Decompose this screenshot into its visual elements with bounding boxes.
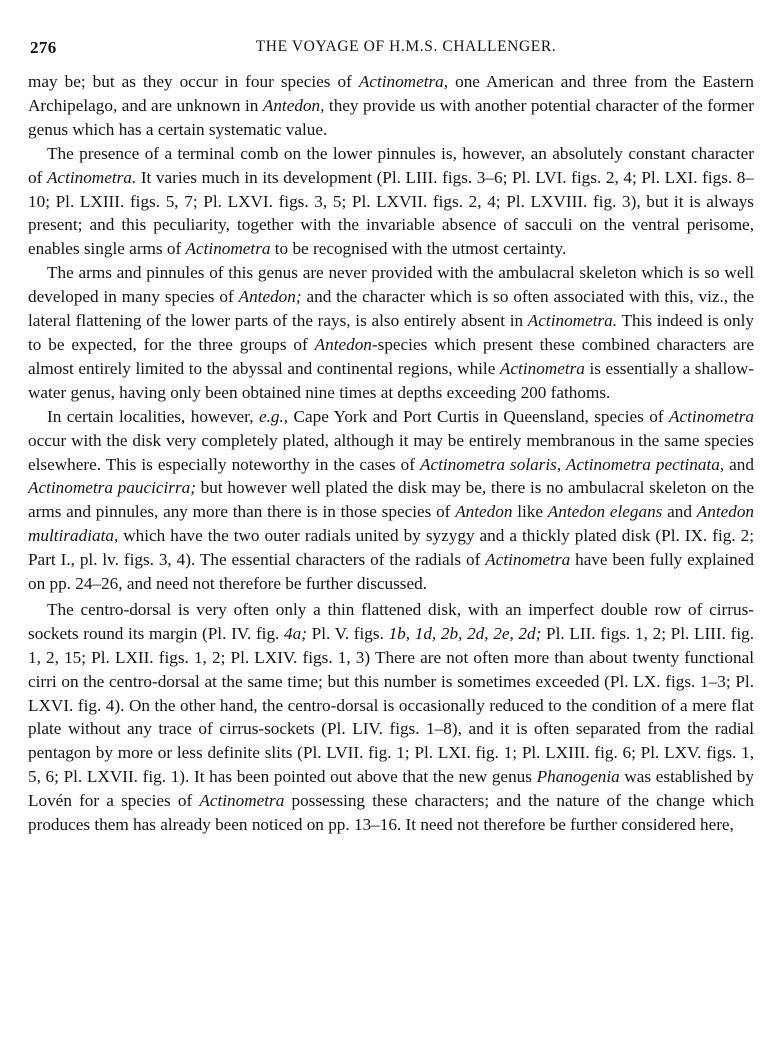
- text-run: Pl. V. figs.: [306, 623, 389, 643]
- running-title: THE VOYAGE OF H.M.S. CHALLENGER.: [255, 38, 557, 55]
- italic-text-run: Antedon,: [262, 95, 325, 115]
- italic-text-run: Actinometra: [485, 550, 571, 570]
- text-run: The arms and pinnules of this genus are never provided with the ambulacral skeleton which is so well developed in many species of: [28, 263, 754, 307]
- italic-text-run: Antedon multiradiata,: [28, 502, 755, 546]
- text-run: was established by Lovén for a species of: [28, 767, 754, 811]
- italic-text-run: Antedon: [455, 502, 513, 522]
- body-text: [28, 70, 754, 837]
- italic-text-run: Antedon: [314, 334, 372, 354]
- italic-text-run: 4a;: [284, 623, 307, 643]
- text-run: they provide us with another potential character of the former genus which has a certain systematic value.: [28, 95, 754, 139]
- text-run: This indeed is only to be expected, for the three groups of: [28, 311, 754, 354]
- text-run: have been fully explained on pp. 24–26, and need not therefore be further discussed.: [28, 550, 754, 594]
- text-run: and: [662, 502, 697, 522]
- page-number: 276: [30, 38, 57, 57]
- italic-text-run: Actinometra solaris, Actinometra pectinata,: [420, 454, 725, 474]
- paragraph-4: [28, 405, 754, 596]
- text-run: possessing these characters; and the nature of the change which produces them has already been noticed on pp. 13–16. It need not therefore be further considered here,: [28, 791, 754, 835]
- italic-text-run: 1b, 1d, 2b, 2d, 2e, 2d;: [388, 623, 542, 643]
- italic-text-run: Actinometra: [499, 358, 585, 378]
- text-run: is essentially a shallow-water genus, having only been obtained nine times at depths exceeding 200 fathoms.: [28, 358, 754, 402]
- italic-text-run: Actinometra: [199, 791, 285, 811]
- text-run: Cape York and Port Curtis in Queensland, species of: [288, 406, 670, 426]
- text-run: and the character which is so often associated with this, viz., the lateral flattening of the lower parts of the rays, is also entirely absent in: [28, 287, 754, 331]
- text-run: like: [512, 502, 548, 522]
- paragraph-1: [28, 70, 754, 142]
- text-run: It varies much in its development (Pl. LIII. figs. 3–6; Pl. LVI. figs. 2, 4; Pl. LXI. figs. 8–10; Pl. LXIII. figs. 5, 7; Pl. LXVI. figs. 3, 5; Pl. LXVII. figs. 2, 4; Pl. LXVIII. fig. 3), but it is always present; and this peculiarity, together with the invariable absence of sacculi on the ventral perisome, enables single arms of: [28, 167, 754, 259]
- text-run: In certain localities, however,: [47, 406, 259, 426]
- text-run: Pl. LII. figs. 1, 2; Pl. LIII. fig. 1, 2, 15; Pl. LXII. figs. 1, 2; Pl. LXIV. figs. 1, 3) There are not often more than about twenty functional cirri on the centro-dorsal at the same time; but this number is sometimes exceeded (Pl. LX. figs. 1–3; Pl. LXVI. fig. 4). On the other hand, the centro-dorsal is occasionally reduced to the condition of a mere flat plate without any trace of cirrus-sockets (Pl. LIV. figs. 1–8), and it is often separated from the radial pentagon by more or less definite slits (Pl. LVII. fig. 1; Pl. LXI. fig. 1; Pl. LXIII. fig. 6; Pl. LXV. figs. 1, 5, 6; Pl. LXVII. fig. 1). It has been pointed out above that the new genus: [28, 623, 755, 787]
- text-run: but however well plated the disk may be, there is no ambulacral skeleton on the arms and pinnules, any more than there is in those species of: [28, 478, 754, 522]
- paragraph-3: [28, 261, 754, 404]
- italic-text-run: Actinometra: [185, 239, 271, 259]
- italic-text-run: Antedon elegans: [547, 502, 663, 522]
- text-run: which have the two outer radials united by syzygy and a thickly plated disk (Pl. IX. fig. 2; Part I., pl. lv. figs. 3, 4). The essential characters of the radials of: [28, 526, 754, 570]
- italic-text-run: Actinometra,: [358, 72, 449, 91]
- italic-text-run: Actinometra paucicirra;: [28, 478, 196, 498]
- running-head: [28, 38, 754, 70]
- text-run: -species which present these combined characters are almost entirely limited to the abyssal and continental regions, while: [28, 334, 754, 378]
- paragraph-2: [28, 142, 754, 262]
- paragraph-5: [28, 598, 754, 837]
- italic-text-run: Actinometra.: [46, 167, 137, 187]
- italic-text-run: Phanogenia: [536, 767, 620, 787]
- italic-text-run: Actinometra.: [527, 311, 618, 331]
- text-run: may be; but as they occur in four species of: [28, 72, 359, 91]
- text-run: to be recognised with the utmost certainty.: [270, 239, 567, 259]
- italic-text-run: e.g.,: [258, 406, 289, 426]
- text-run: occur with the disk very completely plated, although it may be entirely membranous in the same species elsewhere. This is especially noteworthy in the cases of: [28, 430, 754, 474]
- text-run: and: [724, 454, 754, 474]
- text-run: one American and three from the Eastern Archipelago, and are unknown in: [28, 72, 754, 115]
- italic-text-run: Antedon;: [238, 287, 302, 307]
- text-run: The centro-dorsal is very often only a thin flattened disk, with an imperfect double row of cirrus-sockets round its margin (Pl. IV. fig.: [28, 599, 754, 643]
- italic-text-run: Actinometra: [669, 406, 754, 426]
- text-run: The presence of a terminal comb on the lower pinnules is, however, an absolutely constant character of: [28, 143, 754, 187]
